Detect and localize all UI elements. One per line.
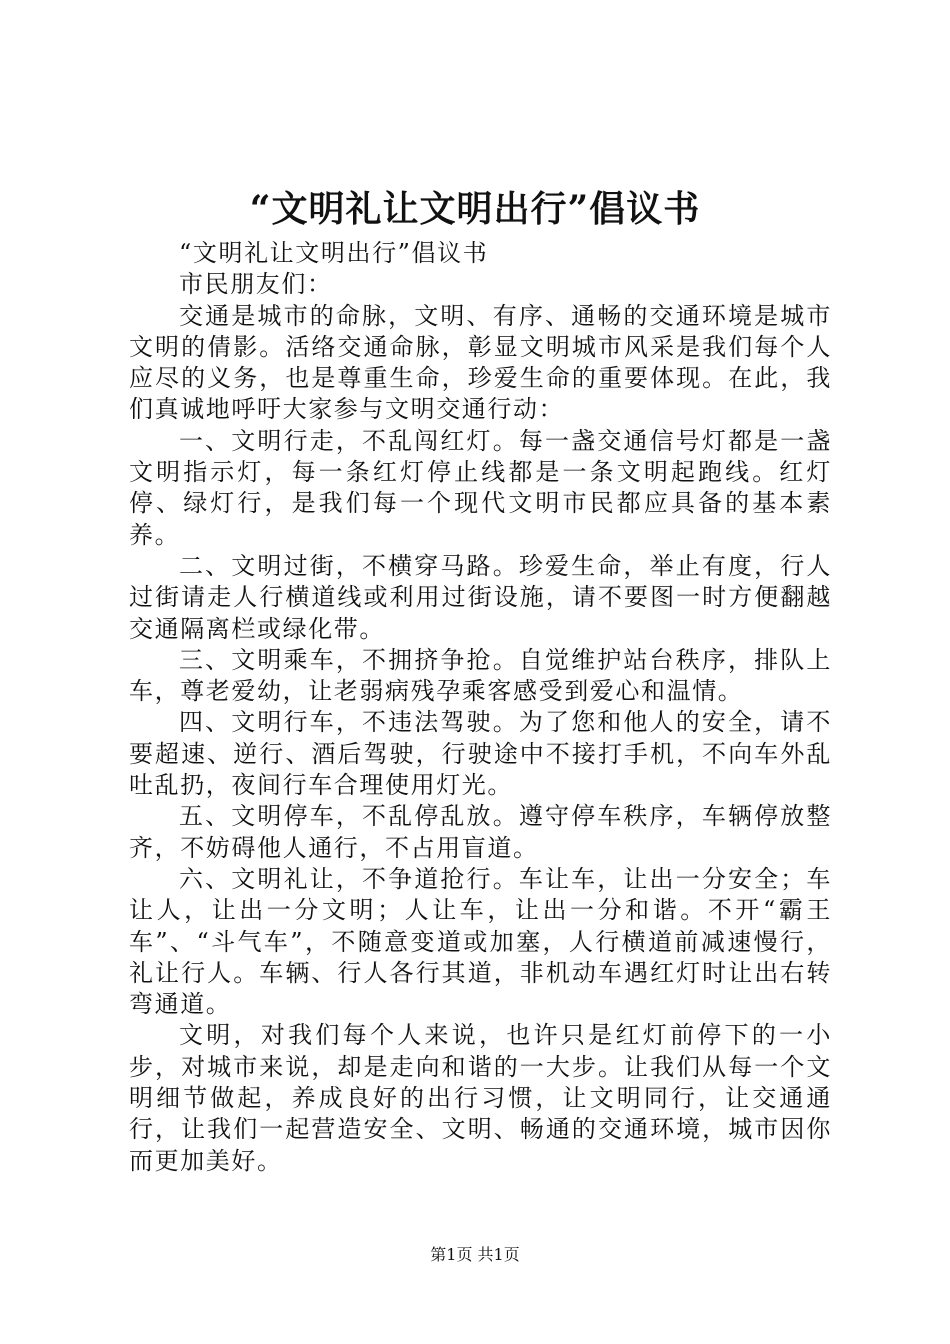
subtitle-paragraph: “文明礼让文明出行”倡议书 [179,239,489,267]
document-body [129,238,832,1177]
item-paragraph-2: 二、文明过街，不横穿马路。珍爱生命，举止有度，行人过街请走人行横道线或利用过街设施，请不要图一时方便翻越交通隔离栏或绿化带。 [129,551,832,643]
item-paragraph-6: 六、文明礼让，不争道抢行。车让车，让出一分安全；车让人，让出一分文明；人让车，让出一分和谐。不开“霸王车”、“斗气车”，不随意变道或加塞，人行横道前减速慢行，礼让行人。车辆、行人各行其道，非机动车遇红灯时让出右转弯通道。 [129,864,832,1019]
page-footer: 第1页 共1页 [430,1245,520,1264]
salutation-paragraph: 市民朋友们： [179,270,333,299]
document-title: “文明礼让文明出行”倡议书 [249,188,701,230]
item-paragraph-4: 四、文明行车，不违法驾驶。为了您和他人的安全，请不要超速、逆行、酒后驾驶，行驶途中不接打手机，不向车外乱吐乱扔，夜间行车合理使用灯光。 [129,708,832,800]
intro-paragraph: 交通是城市的命脉，文明、有序、通畅的交通环境是城市文明的倩影。活络交通命脉，彰显文明城市风采是我们每个人应尽的义务，也是尊重生命，珍爱生命的重要体现。在此，我们真诚地呼吁大家参与文明交通行动： [129,301,832,424]
item-paragraph-3: 三、文明乘车，不拥挤争抢。自觉维护站台秩序，排队上车，尊老爱幼，让老弱病残孕乘客感受到爱心和温情。 [129,645,832,706]
item-paragraph-5: 五、文明停车，不乱停乱放。遵守停车秩序，车辆停放整齐，不妨碍他人通行，不占用盲道。 [129,802,832,862]
closing-paragraph: 文明，对我们每个人来说，也许只是红灯前停下的一小步，对城市来说，却是走向和谐的一大步。让我们从每一个文明细节做起，养成良好的出行习惯，让文明同行，让交通通行，让我们一起营造安全、文明、畅通的交通环境，城市因你而更加美好。 [129,1021,832,1175]
item-paragraph-1: 一、文明行走，不乱闯红灯。每一盏交通信号灯都是一盏文明指示灯，每一条红灯停止线都是一条文明起跑线。红灯停、绿灯行，是我们每一个现代文明市民都应具备的基本素养。 [129,426,832,549]
